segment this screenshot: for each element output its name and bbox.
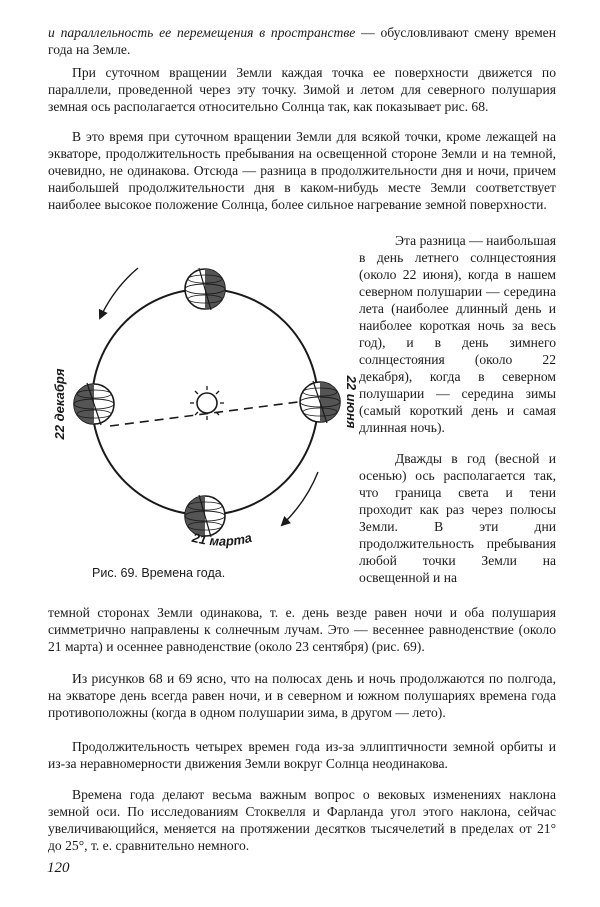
- figure-caption: Рис. 69. Времена года.: [92, 566, 226, 580]
- earth-globe-icon: [300, 381, 340, 423]
- label-22-december: 22 декабря: [52, 368, 67, 440]
- paragraph-1: [48, 24, 556, 58]
- earth-globe-icon: [185, 268, 225, 310]
- label-21-march: 21 марта: [190, 529, 254, 549]
- seasons-figure: [50, 240, 360, 565]
- paragraph-3: В это время при суточном вращении Земли для всякой точки, кроме лежащей на экваторе, продолжительность пребывания на освещенной стороне Земли и на темной, очевидно, не одинакова. Отсюда — разница в продолжительности дня и ночи, причем наибольшей продолжительности дня в каком-нибудь месте Земли соответствует наиболее высокое положение Солнца, более сильное нагревание земной поверхности.: [48, 129, 556, 212]
- sun-icon: [190, 386, 224, 420]
- paragraph-5: Из рисунков 68 и 69 ясно, что на полюсах день и ночь продолжаются по полгода, на экваторе день всегда равен ночи, и в северном и южном полушариях времена года противоположны (когда в одном полушарии зима, в другом — лето).: [48, 671, 556, 720]
- paragraph-4-continuation: темной сторонах Земли одинакова, т. е. день везде равен ночи и оба полушария симметрично направлены к солнечным лучам. Это — весеннее равноденствие (около 21 марта) и осеннее равноденствие (около 23 сентября) (рис. 69).: [48, 605, 556, 654]
- label-22-june: 22 июня: [344, 375, 359, 429]
- paragraph-2: При суточном вращении Земли каждая точка ее поверхности движется по параллели, проведенной через эту точку. Зимой и летом для северного полушария земная ось располагается относительно Солнца так, как показывает рис. 68.: [48, 65, 556, 114]
- earth-globe-icon: [74, 383, 114, 425]
- orbit-arrow-upper: [100, 268, 138, 318]
- earth-globe-icon: [185, 495, 225, 537]
- side-paragraph-2: Дважды в год (весной и осенью) ось располагается так, что граница света и тени проходит как раз через полюсы Земли. В эти дни продолжительность пребывания любой точки Земли на освещенной и на: [359, 451, 556, 585]
- paragraph-1-rest: — обусловливают смену времен года на Земле.: [48, 25, 556, 57]
- italic-phrase: и параллельность ее перемещения в пространстве: [48, 25, 356, 40]
- paragraph-7: Времена года делают весьма важным вопрос о вековых изменениях наклона земной оси. По исследованиям Стоквелля и Фарланда угол этого наклона, сейчас увеличивающийся, меняется на протяжении десятков тысячелетий в пределах от 21° до 25°, т. е. сравнительно немного.: [48, 787, 556, 853]
- paragraph-6: Продолжительность четырех времен года из-за эллиптичности земной орбиты и из-за неравномерности движения Земли вокруг Солнца неодинакова.: [48, 739, 556, 771]
- side-paragraph-1: Эта разница — наибольшая в день летнего солнцестояния (около 22 июня), когда в нашем северном полушарии — середина лета (наиболее длинный день и наиболее короткая ночь за весь год), и в день зимнего солнцестояния (около 22 декабря), когда в северном полушарии — середина зимы (самый короткий день и самая длинная ночь).: [359, 233, 556, 435]
- page-number: 120: [47, 860, 70, 876]
